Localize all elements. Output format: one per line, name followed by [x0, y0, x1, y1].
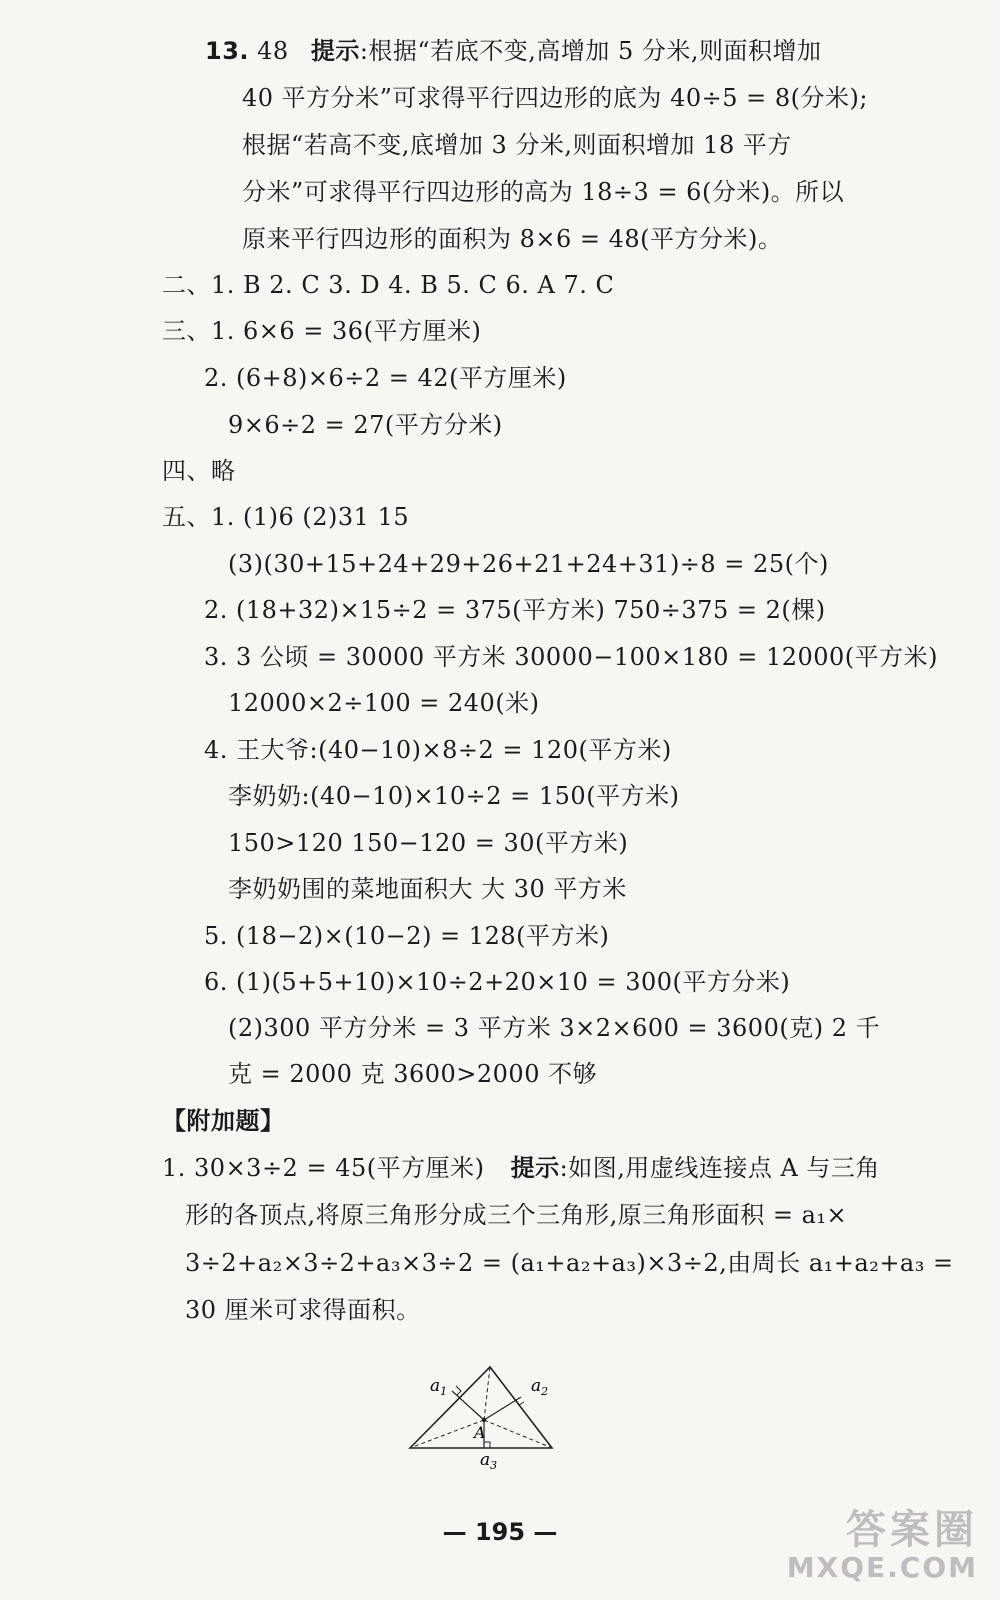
label-point-a: A — [474, 1423, 486, 1442]
label-a2 — [531, 1376, 548, 1398]
section-5-q2: 2. (18+32)×15÷2 = 375(平方米) 750÷375 = 2(棵) — [204, 596, 826, 624]
right-angle-mark-a1 — [456, 1386, 461, 1395]
section-3-q2: 2. (6+8)×6÷2 = 42(平方厘米) — [204, 364, 567, 392]
q13-line-3: 根据“若高不变,底增加 3 分米,则面积增加 18 平方 — [242, 131, 792, 159]
q13-number: 13. — [205, 37, 250, 65]
section-3-q2-part2: 9×6÷2 = 27(平方分米) — [228, 411, 503, 439]
label-a3-letter: a — [480, 1450, 491, 1470]
q13-answer: 48 — [257, 37, 289, 65]
bonus-q1-answer: 1. 30×3÷2 = 45(平方厘米) — [162, 1154, 485, 1182]
bonus-heading: 【附加题】 — [162, 1107, 285, 1135]
section-5-q1: 五、1. (1)6 (2)31 15 — [162, 503, 410, 531]
q13-hint-label: 提示 — [310, 37, 360, 65]
section-5-q5: 5. (18−2)×(10−2) = 128(平方米) — [204, 922, 610, 950]
dashed-line-top — [484, 1367, 490, 1420]
bonus-q1-line-3: 3÷2+a₂×3÷2+a₃×3÷2 = (a₁+a₂+a₃)×3÷2,由周长 a₁+a₂+a₃ = — [185, 1249, 954, 1277]
watermark — [787, 1498, 978, 1584]
label-a1 — [430, 1376, 447, 1398]
section-5-q4-part4: 李奶奶围的菜地面积大 大 30 平方米 — [228, 875, 627, 903]
section-5-q6-part2: (2)300 平方分米 = 3 平方米 3×2×600 = 3600(克) 2 千 — [228, 1014, 881, 1042]
section-5-q6-part3: 克 = 2000 克 3600>2000 不够 — [228, 1060, 598, 1088]
page-number: — 195 — — [442, 1518, 558, 1546]
height-to-a1 — [452, 1391, 484, 1420]
bonus-q1-hint-label: 提示 — [510, 1154, 560, 1182]
section-5-q4-part3: 150>120 150−120 = 30(平方米) — [228, 829, 629, 857]
section-5-q3: 3. 3 公顷 = 30000 平方米 30000−100×180 = 12000(平方米) — [204, 643, 939, 671]
label-a3-sub: 3 — [490, 1459, 498, 1472]
section-5-q3-part2: 12000×2÷100 = 240(米) — [228, 689, 540, 717]
section-4: 四、略 — [162, 457, 236, 485]
q13-hint-text: :根据“若底不变,高增加 5 分米,则面积增加 — [359, 37, 822, 65]
section-5-q4: 4. 王大爷:(40−10)×8÷2 = 120(平方米) — [204, 736, 672, 764]
section-2-answers: 二、1. B 2. C 3. D 4. B 5. C 6. A 7. C — [162, 271, 615, 299]
label-a2-sub: 2 — [541, 1385, 549, 1398]
label-a1-letter: a — [430, 1376, 441, 1396]
right-angle-mark-a3 — [484, 1442, 490, 1448]
q13-line-4: 分米”可求得平行四边形的高为 18÷3 = 6(分米)。所以 — [242, 178, 845, 206]
bonus-q1-line-2: 形的各顶点,将原三角形分成三个三角形,原三角形面积 = a₁× — [185, 1201, 848, 1229]
watermark-url: MXQE.COM — [786, 1551, 978, 1584]
section-5-q6: 6. (1)(5+5+10)×10÷2+20×10 = 300(平方分米) — [204, 968, 791, 996]
label-a2-letter: a — [531, 1376, 542, 1396]
section-5-q4-part2: 李奶奶:(40−10)×10÷2 = 150(平方米) — [228, 782, 680, 810]
right-angle-mark-a2 — [516, 1400, 524, 1405]
watermark-title: 答案圈 — [846, 1507, 978, 1553]
section-3-q1: 三、1. 6×6 = 36(平方厘米) — [162, 317, 482, 345]
q13-line-2: 40 平方分米”可求得平行四边形的底为 40÷5 = 8(分米); — [242, 84, 868, 112]
height-to-a2 — [484, 1397, 521, 1420]
bonus-q1-hint-text: :如图,用虚线连接点 A 与三角 — [559, 1154, 880, 1182]
q13-line-1 — [205, 36, 821, 66]
triangle-figure — [400, 1365, 580, 1475]
bonus-q1-line-4: 30 厘米可求得面积。 — [185, 1296, 421, 1324]
section-5-q1-part3: (3)(30+15+24+29+26+21+24+31)÷8 = 25(个) — [228, 550, 829, 578]
dashed-line-left — [410, 1420, 484, 1448]
q13-line-5: 原来平行四边形的面积为 8×6 = 48(平方分米)。 — [242, 225, 783, 253]
point-a-dot — [482, 1418, 486, 1422]
bonus-q1-line-1 — [162, 1153, 880, 1183]
label-a3 — [480, 1450, 497, 1472]
label-a1-sub: 1 — [440, 1385, 448, 1398]
